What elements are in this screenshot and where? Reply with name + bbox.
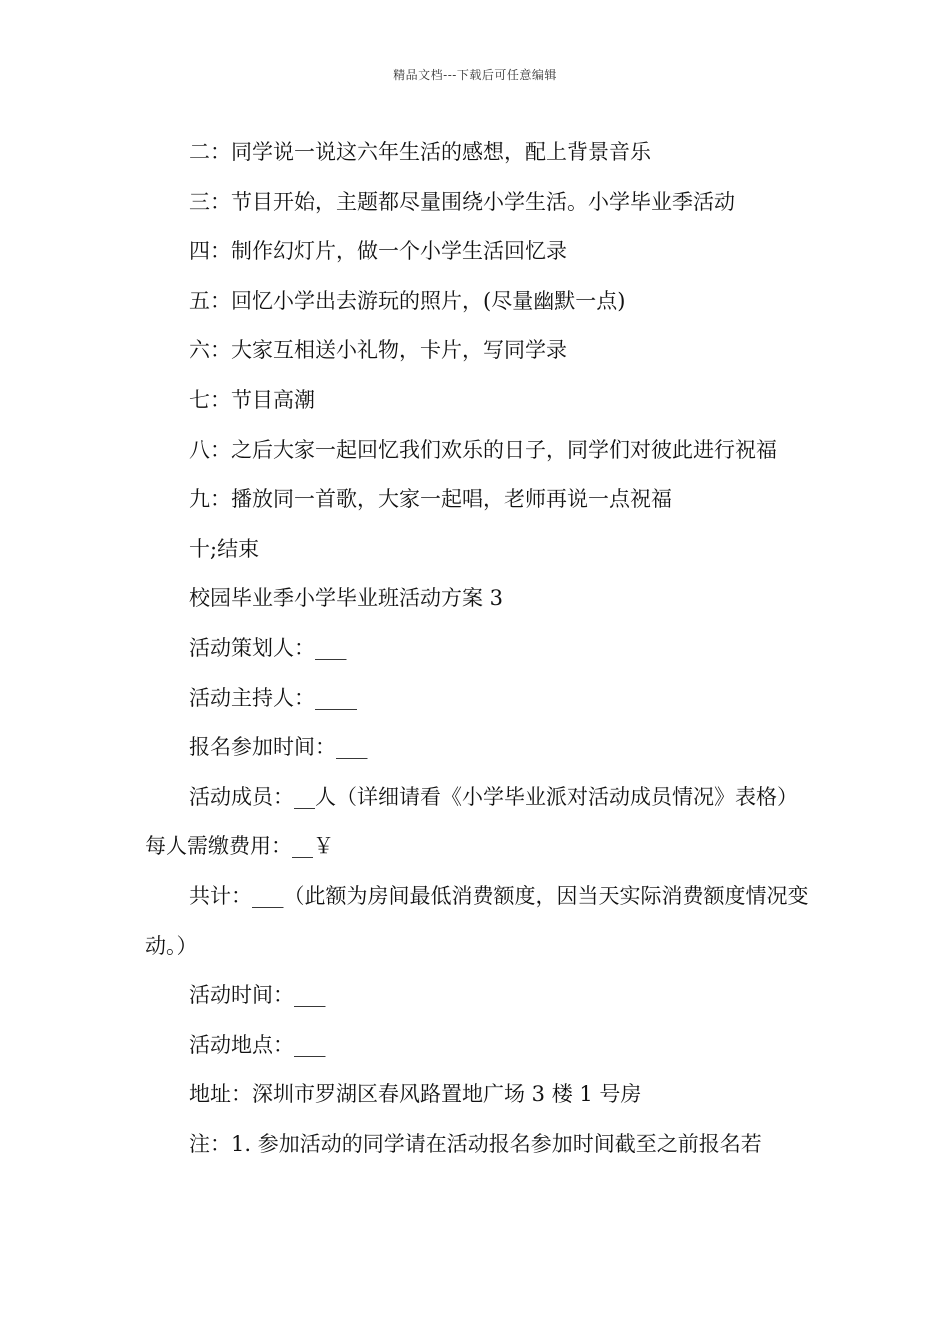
paragraph: 十;结束 — [189, 536, 260, 561]
paragraph: 地址：深圳市罗湖区春风路置地广场 3 楼 1 号房 — [189, 1082, 642, 1107]
paragraph: 注：1. 参加活动的同学请在活动报名参加时间截至之前报名若 — [189, 1131, 762, 1156]
document-body — [145, 128, 810, 1169]
paragraph: 活动成员：__人（详细请看《小学毕业派对活动成员情况》表格）每人需缴费用：__￥ — [145, 784, 798, 859]
paragraph: 报名参加时间：___ — [189, 735, 368, 760]
page-header: 精品文档---下载后可任意编辑 — [393, 68, 557, 82]
paragraph: 八：之后大家一起回忆我们欢乐的日子，同学们对彼此进行祝福 — [189, 437, 777, 462]
paragraph: 二：同学说一说这六年生活的感想，配上背景音乐 — [189, 140, 651, 164]
paragraph: 五：回忆小学出去游玩的照片，(尽量幽默一点) — [189, 288, 626, 313]
paragraph: 三：节目开始，主题都尽量围绕小学生活。小学毕业季活动 — [189, 189, 735, 214]
paragraph: 七：节目高潮 — [189, 387, 315, 412]
paragraph: 活动策划人：___ — [189, 635, 347, 660]
paragraph: 九：播放同一首歌，大家一起唱，老师再说一点祝福 — [189, 487, 672, 512]
paragraph: 六：大家互相送小礼物，卡片，写同学录 — [189, 338, 567, 363]
paragraph: 四：制作幻灯片，做一个小学生活回忆录 — [189, 239, 567, 264]
paragraph: 活动地点：___ — [189, 1032, 326, 1057]
section-title: 校园毕业季小学毕业班活动方案 3 — [189, 586, 504, 611]
paragraph: 活动主持人：____ — [189, 685, 357, 710]
paragraph: 共计：___（此额为房间最低消费额度，因当天实际消费额度情况变动。） — [145, 883, 809, 958]
paragraph: 活动时间：___ — [189, 983, 326, 1008]
